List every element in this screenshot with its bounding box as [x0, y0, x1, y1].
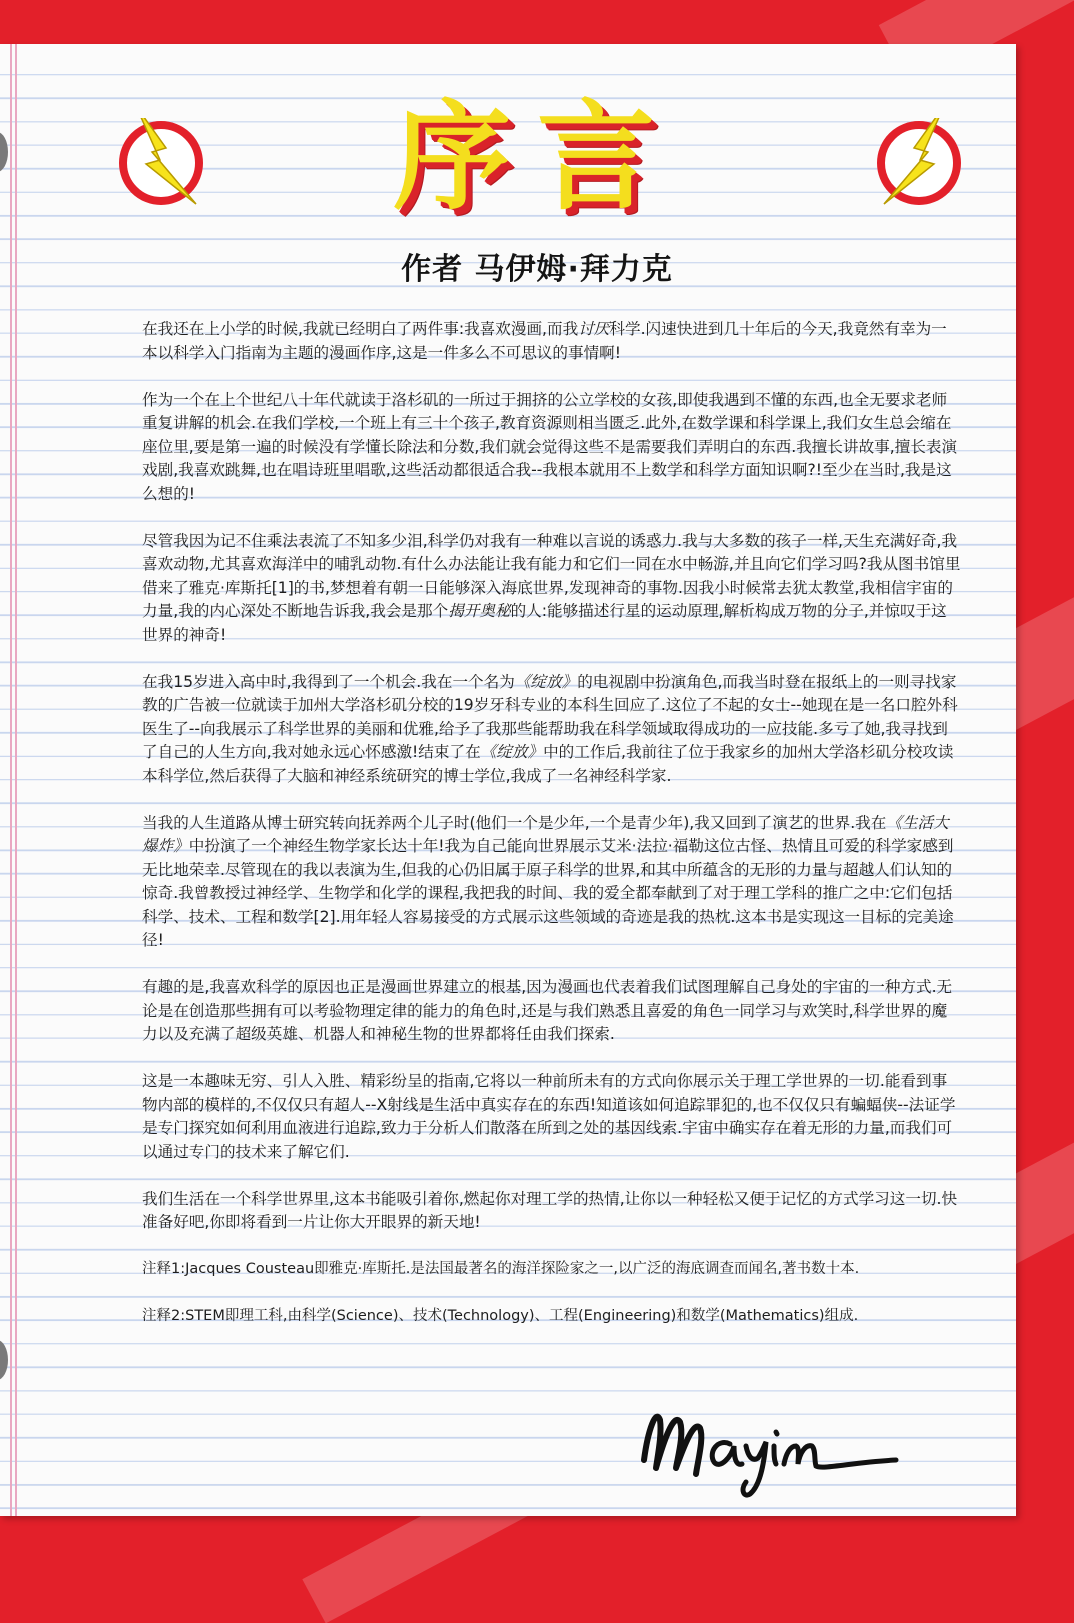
paragraph: 作为一个在上个世纪八十年代就读于洛杉矶的一所过于拥挤的公立学校的女孩,即使我遇到不懂的东西,也全无要求老师重复讲解的机会.在我们学校,一个班上有三十个孩子,教育资源则相当匮乏.此外,在数学课和科学课上,我们女生总会缩在座位里,要是第一遍的时候没有学懂长除法和分数,我们就会觉得这些不是需要我们弄明白的东西.我擅长讲故事,擅长表演戏剧,我喜欢跳舞,也在唱诗班里唱歌,这些活动都很适合我--我根本就用不上数学和科学方面知识啊?!至少在当时,我是这么想的!	[142, 390, 958, 503]
paragraph: 这是一本趣味无穷、引人入胜、精彩纷呈的指南,它将以一种前所未有的方式向你展示关于理工学世界的一切.能看到事物内部的模样的,不仅仅只有超人--X射线是生活中真实存在的东西!知道该如何追踪罪犯的,也不仅仅只有蝙蝠侠--法证学是专门探究如何利用血液进行追踪,致力于分析人们散落在所到之处的基因线索.宇宙中确实存在着无形的力量,而我们可以通过专门的技术来了解它们.	[142, 1072, 956, 1161]
footnote: 注释1:Jacques Cousteau即雅克·库斯托.是法国最著名的海洋探险家之一,以广泛的海底调查而闻名,著书数十本.	[142, 1261, 860, 1277]
footnote: 注释2:STEM即理工科,由科学(Science)、技术(Technology)、工程(Engineering)和数学(Mathematics)组成.	[142, 1308, 859, 1324]
signature	[634, 1390, 904, 1500]
author-line: 作者 马伊姆·拜力克	[401, 252, 673, 287]
page-title: 序言	[392, 88, 681, 226]
binder-hole	[0, 1340, 8, 1380]
paragraph: 当我的人生道路从博士研究转向抚养两个儿子时(他们一个是少年,一个是青少年),我又回到了演艺的世界.我在《生活大爆炸》中扮演了一个神经生物学家长达十年!我为自己能向世界展示艾米·法拉·福勒这位古怪、热情且可爱的科学家感到无比地荣幸.尽管现在的我以表演为生,但我的心仍旧属于原子科学的世界,和其中所蕴含的无形的力量与超越人们认知的惊奇.我曾教授过神经学、生物学和化学的课程,我把我的时间、我的爱全都奉献到了对于理工学科的推广之中:它们包括科学、技术、工程和数学[2].用年轻人容易接受的方式展示这些领域的奇迹是我的热枕.这本书是实现这一目标的完美途径!	[142, 813, 954, 949]
paragraph: 在我15岁进入高中时,我得到了一个机会.我在一个名为《绽放》的电视剧中扮演角色,而我当时登在报纸上的一则寻找家教的广告被一位就读于加州大学洛杉矶分校的19岁牙科专业的本科生回应了.这位了不起的女士--她现在是一名口腔外科医生了--向我展示了科学世界的美丽和优雅,给予了我那些能帮助我在科学领域取得成功的一应技能.多亏了她,我寻找到了自己的人生方向,我对她永远心怀感激!结束了在《绽放》中的工作后,我前往了位于我家乡的加州大学洛杉矶分校攻读本科学位,然后获得了大脑和神经系统研究的博士学位,我成了一名神经科学家.	[142, 672, 958, 785]
preface-body	[142, 318, 962, 1352]
paragraph: 有趣的是,我喜欢科学的原因也正是漫画世界建立的根基,因为漫画也代表着我们试图理解自己身处的宇宙的一种方式.无论是在创造那些拥有可以考验物理定律的能力的角色时,还是与我们熟悉且喜爱的角色一同学习与欢笑时,科学世界的魔力以及充满了超级英雄、机器人和神秘生物的世界都将任由我们探索.	[142, 978, 953, 1043]
paragraph: 尽管我因为记不住乘法表流了不知多少泪,科学仍对我有一种难以言说的诱惑力.我与大多数的孩子一样,天生充满好奇,我喜欢动物,尤其喜欢海洋中的哺乳动物.有什么办法能让我有能力和它们一同在水中畅游,并且向它们学习吗?我从图书馆里借来了雅克·库斯托[1]的书,梦想着有朝一日能够深入海底世界,发现神奇的事物.因我小时候常去犹太教堂,我相信宇宙的力量,我的内心深处不断地告诉我,我会是那个揭开奥秘的人:能够描述行星的运动原理,解析构成万物的分子,并惊叹于这世界的神奇!	[142, 531, 961, 644]
paragraph: 我们生活在一个科学世界里,这本书能吸引着你,燃起你对理工学的热情,让你以一种轻松又便于记忆的方式学习这一切.快准备好吧,你即将看到一片让你大开眼界的新天地!	[142, 1189, 958, 1231]
paragraph: 在我还在上小学的时候,我就已经明白了两件事:我喜欢漫画,而我讨厌科学.闪速快进到几十年后的今天,我竟然有幸为一本以科学入门指南为主题的漫画作序,这是一件多么不可思议的事情啊!	[142, 320, 947, 362]
